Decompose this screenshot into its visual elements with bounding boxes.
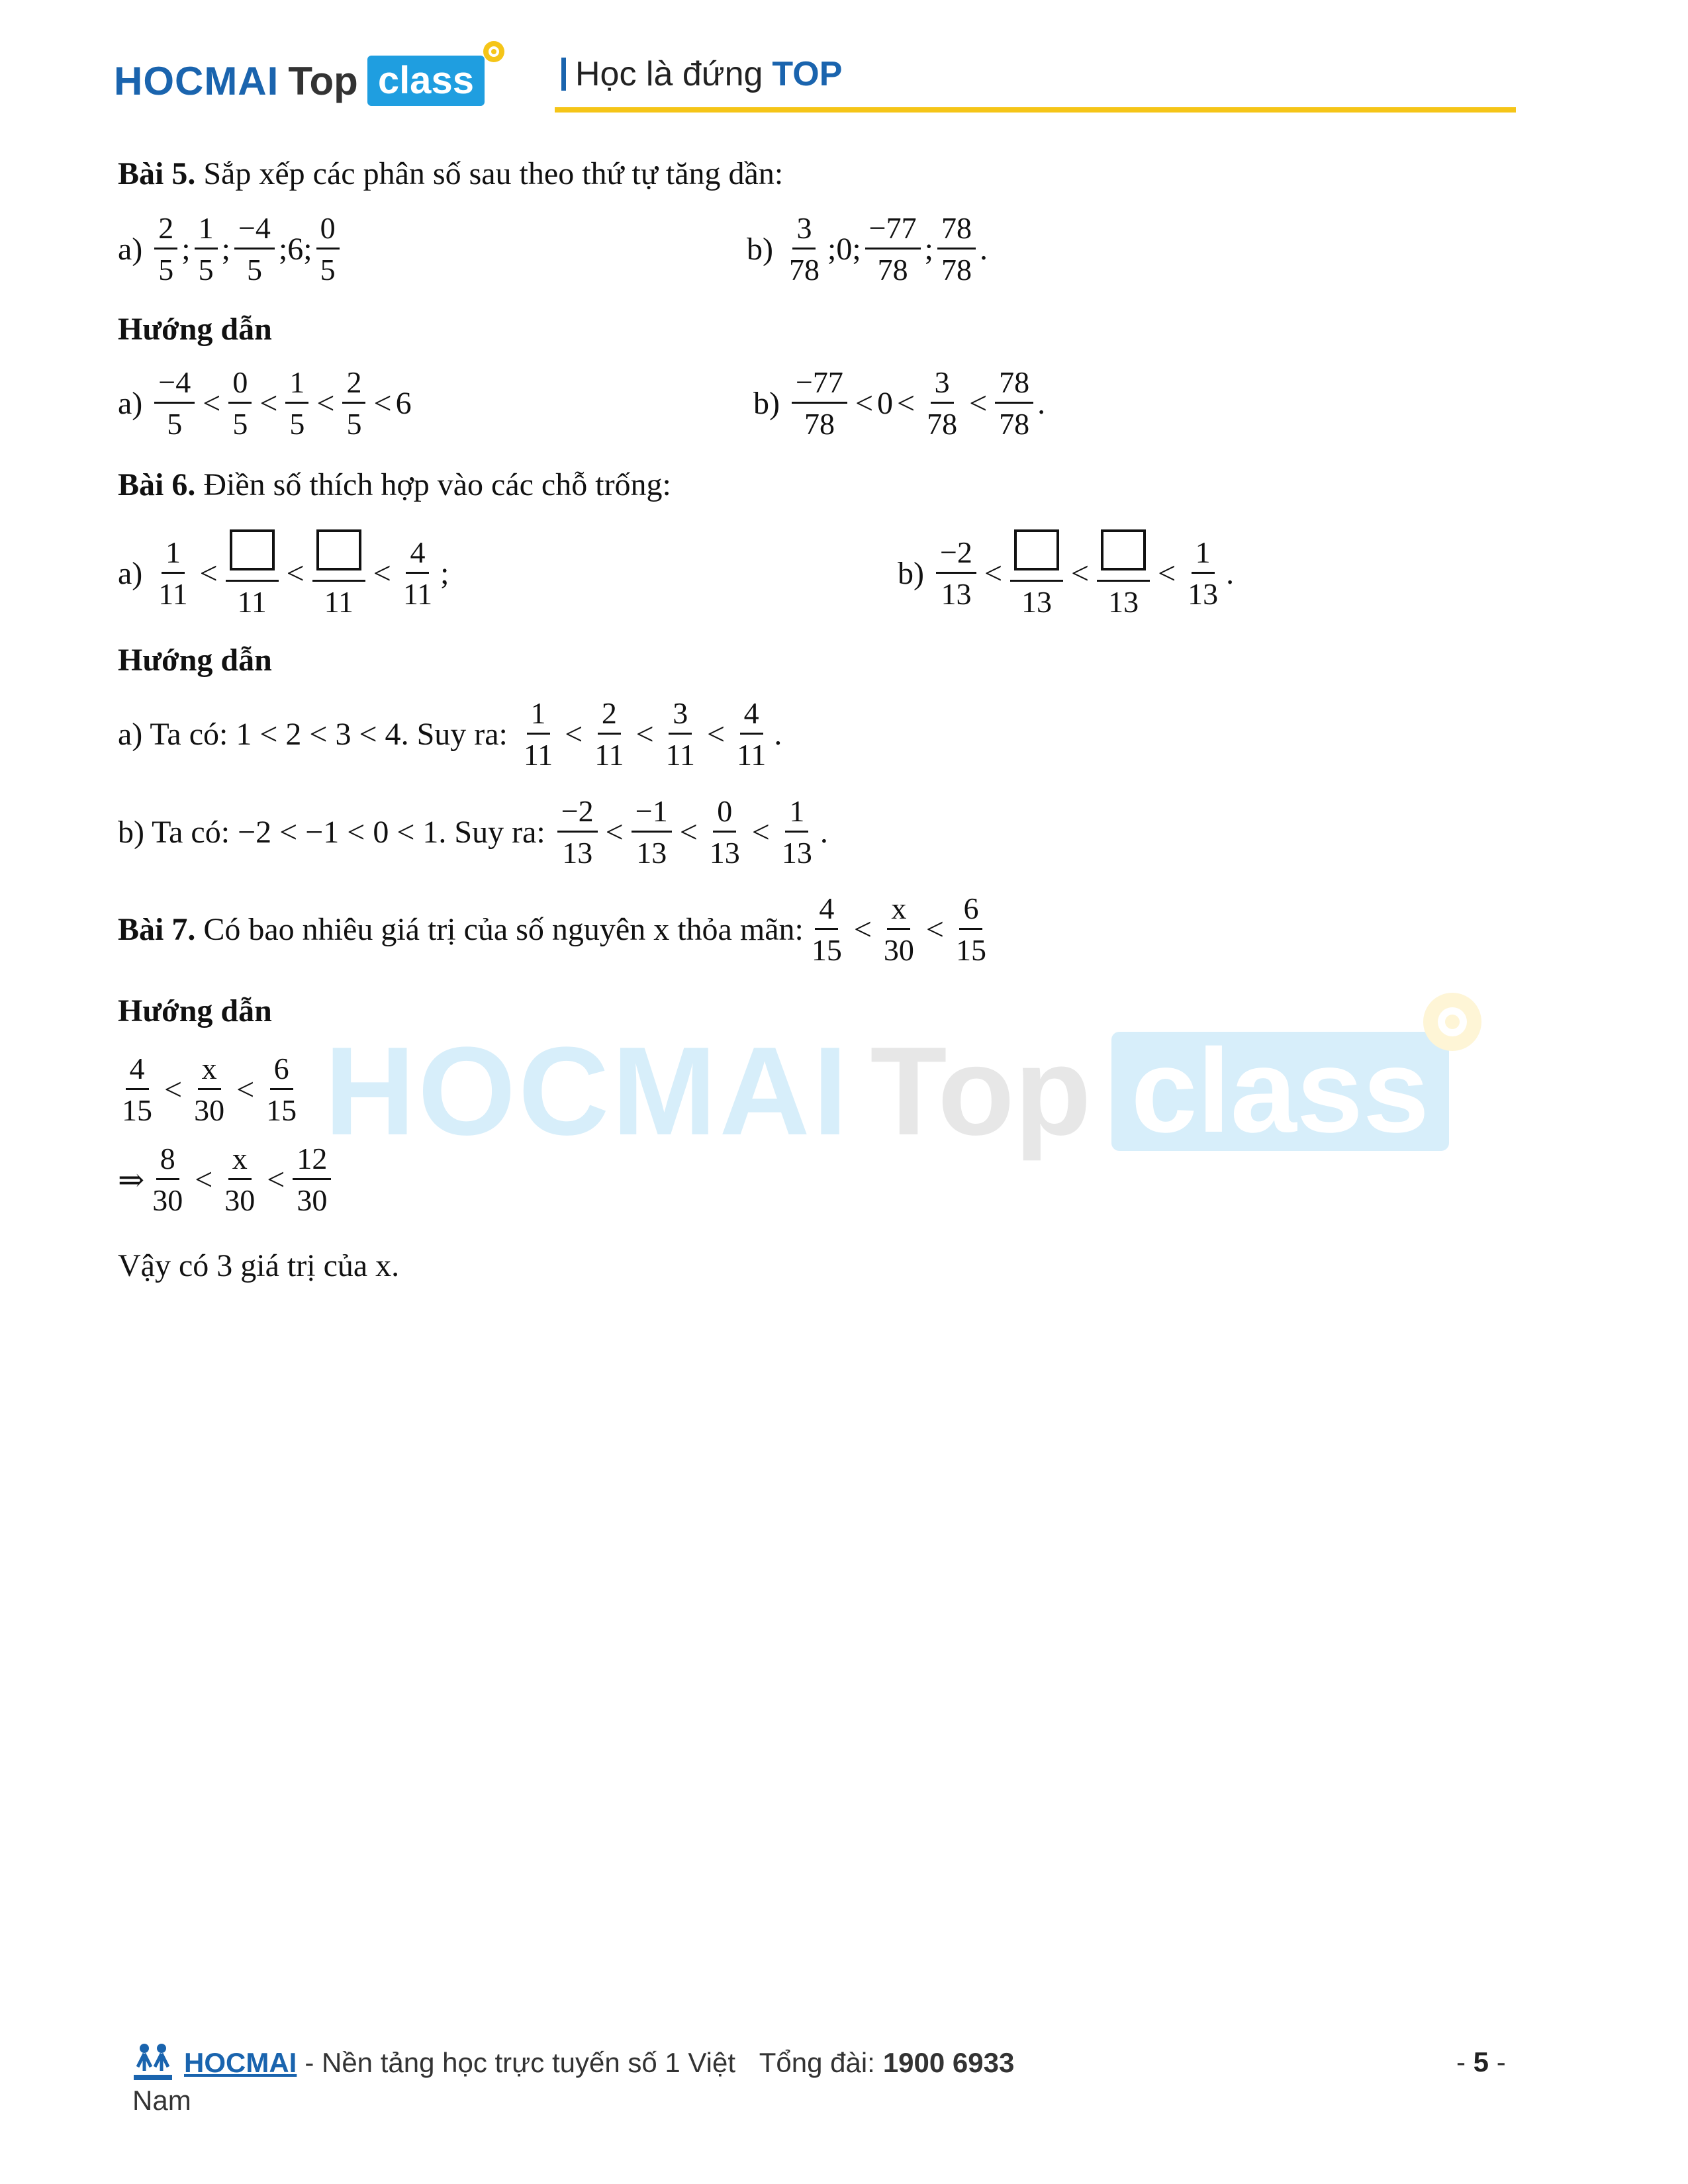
fraction xyxy=(995,367,1033,439)
fraction xyxy=(520,698,557,770)
gear-icon xyxy=(481,38,507,65)
denominator: 30 xyxy=(152,1183,183,1217)
bai5-gb-label: b) xyxy=(753,386,780,421)
bai6-guide-b: b) Ta có: −2 < −1 < 0 < 1 . Suy ra: $\frac{-2}{13}$ < $\frac{-1}{13}$ < $\frac{0}{13}$ < $\frac{1}{13}$ . xyxy=(118,794,828,870)
denominator: 11 xyxy=(737,738,767,772)
watermark-class-text: class xyxy=(1131,1024,1430,1158)
fraction xyxy=(952,893,990,966)
bai6-gb-suy: . Suy ra: xyxy=(438,815,545,850)
less-than-sign: < xyxy=(897,386,915,421)
denominator: 5 xyxy=(158,253,174,287)
denominator: 15 xyxy=(122,1093,152,1127)
numerator: 1 xyxy=(285,367,308,404)
less-than-sign: < xyxy=(565,717,583,752)
fraction xyxy=(865,213,921,285)
denominator: 5 xyxy=(246,253,262,287)
blank-numerator[interactable] xyxy=(1010,529,1063,582)
denominator: 11 xyxy=(402,577,433,611)
denominator: 13 xyxy=(781,836,812,870)
less-than-sign: < xyxy=(679,815,698,850)
bai6-guide-heading: Hướng dẫn xyxy=(118,643,272,678)
numerator: −77 xyxy=(792,367,847,404)
numerator: 4 xyxy=(406,537,429,574)
numerator: 6 xyxy=(270,1054,293,1090)
bai6-part-a: a) $\frac{1}{11}$ < 11 < 11 < $\frac{4}{11}$ ; xyxy=(118,529,449,617)
bai5-a-label: a) xyxy=(118,232,143,267)
less-than-sign: < xyxy=(1071,556,1090,591)
watermark-logo xyxy=(324,1019,1449,1163)
denominator: 78 xyxy=(804,407,835,441)
bai7-conclusion: Vậy có 3 giá trị của x. xyxy=(118,1248,400,1283)
fraction xyxy=(154,367,195,439)
blank-fraction xyxy=(312,529,365,617)
fraction xyxy=(154,537,191,610)
answer-box[interactable] xyxy=(1014,529,1059,570)
fraction xyxy=(399,537,436,610)
less-than-sign: < xyxy=(635,717,654,752)
less-than-sign: < xyxy=(373,556,391,591)
denominator: 13 xyxy=(709,836,740,870)
numerator: x xyxy=(228,1144,252,1180)
numerator: −2 xyxy=(936,537,976,574)
fraction xyxy=(785,213,823,285)
denominator: 11 xyxy=(594,738,624,772)
header-underline xyxy=(555,107,1516,113)
fraction xyxy=(778,796,816,868)
fraction xyxy=(557,796,598,868)
less-than-sign: < xyxy=(373,386,392,421)
bai6-title: Bài 6. xyxy=(118,467,196,502)
less-than-sign: < xyxy=(203,386,221,421)
bai6-gb-prefix: b) Ta có: xyxy=(118,815,230,850)
bai5-heading xyxy=(118,156,783,192)
blank-fraction xyxy=(1097,529,1150,617)
footer-brand-link[interactable]: HOCMAI xyxy=(184,2047,297,2078)
denominator: 11 xyxy=(237,585,267,619)
denominator: 5 xyxy=(198,253,214,287)
less-than-sign: < xyxy=(855,386,874,421)
bai6-part-b: b) $\frac{-2}{13}$ < 13 < 13 < $\frac{1}{13}$ . xyxy=(898,529,1234,617)
denominator: 78 xyxy=(927,407,958,441)
footer xyxy=(130,2042,1014,2084)
denominator: 30 xyxy=(224,1183,256,1217)
bai7-prompt: Có bao nhiêu giá trị của số nguyên x thỏa mãn: xyxy=(203,912,804,947)
bai6-guide-a: a) Ta có: 1 < 2 < 3 < 4 . Suy ra: $\frac{1}{11}$ < $\frac{2}{11}$ < $\frac{3}{11}$ < $\frac{4}{11}$ . xyxy=(118,696,782,772)
implies-arrow-icon: ⇒ xyxy=(118,1162,145,1198)
blank-fraction xyxy=(1010,529,1063,617)
denominator: 5 xyxy=(320,253,336,287)
denominator: 5 xyxy=(346,407,362,441)
logo-hocmai-text: HOCMAI xyxy=(114,58,279,103)
footer-text: - Nền tảng học trực tuyến số 1 Việt xyxy=(305,2047,736,2078)
tagline-top: TOP xyxy=(772,55,843,93)
bai6-prompt: Điền số thích hợp vào các chỗ trống: xyxy=(203,467,671,502)
bai5-part-a: a) $\frac{2}{5}$ ; $\frac{1}{5}$ ; $\frac{-4}{5}$ ; 6 ; $\frac{0}{5}$ xyxy=(118,213,344,285)
numerator: 2 xyxy=(342,367,365,404)
numerator: x xyxy=(887,893,910,930)
numerator: 1 xyxy=(1192,537,1215,574)
numerator: 12 xyxy=(293,1144,331,1180)
numerator: 6 xyxy=(959,893,982,930)
numerator: 1 xyxy=(527,698,550,735)
less-than-sign: < xyxy=(706,717,726,752)
fraction xyxy=(590,698,628,770)
logo-class-text: class xyxy=(377,59,474,102)
less-than-sign: < xyxy=(925,912,944,947)
numerator: 2 xyxy=(598,698,621,735)
less-than-sign: < xyxy=(267,1162,285,1197)
bai5-ga-label: a) xyxy=(118,386,143,421)
denominator: 30 xyxy=(297,1183,328,1217)
bai5-b-label: b) xyxy=(747,232,773,267)
numerator: 78 xyxy=(937,213,976,250)
fraction xyxy=(662,698,699,770)
numerator: 4 xyxy=(740,698,763,735)
fraction xyxy=(154,213,177,285)
numerator: 1 xyxy=(785,796,808,833)
numerator: 3 xyxy=(792,213,816,250)
bai5-title: Bài 5. xyxy=(118,156,196,191)
integer-value: 0 xyxy=(877,386,894,421)
fraction xyxy=(220,1144,259,1216)
bai7-step2 xyxy=(118,1144,335,1216)
less-than-sign: < xyxy=(195,1162,213,1197)
denominator: 30 xyxy=(194,1093,225,1127)
watermark-gear-icon xyxy=(1416,985,1489,1058)
denominator: 30 xyxy=(883,933,914,967)
numerator: 8 xyxy=(156,1144,179,1180)
less-than-sign: < xyxy=(751,815,770,850)
numerator: 4 xyxy=(126,1054,149,1090)
numerator: −77 xyxy=(865,213,921,250)
fraction xyxy=(148,1144,187,1216)
less-than-sign: < xyxy=(853,912,872,947)
page-number xyxy=(1456,2046,1506,2078)
fraction xyxy=(195,213,218,285)
page-number-suffix: - xyxy=(1496,2046,1506,2077)
less-than-sign: < xyxy=(969,386,988,421)
logo-top-text: Top xyxy=(288,58,358,103)
fraction xyxy=(632,796,672,868)
numerator: 4 xyxy=(815,893,838,930)
fraction xyxy=(880,893,918,966)
less-than-sign: < xyxy=(605,815,624,850)
bai6-heading xyxy=(118,467,671,503)
answer-box[interactable] xyxy=(316,529,361,570)
hocmai-footer-logo-icon xyxy=(130,2042,176,2084)
bai5-part-b: b) $\frac{3}{78}$ ; 0 ; $\frac{-77}{78}$ ; $\frac{78}{78}$ . xyxy=(747,211,988,287)
denominator: 11 xyxy=(158,577,188,611)
bai6-a-label: a) xyxy=(118,556,143,591)
bai7-title: Bài 7. xyxy=(118,912,196,947)
watermark-hocmai: HOCMAI xyxy=(324,1021,851,1161)
less-than-sign: < xyxy=(316,386,335,421)
blank-fraction xyxy=(226,529,279,617)
bai6-ga-chain: 1 < 2 < 3 < 4 xyxy=(236,717,401,752)
header-tagline xyxy=(561,54,842,94)
fraction xyxy=(228,367,252,439)
numerator: 3 xyxy=(931,367,954,404)
bai5-guide-b: b) $\frac{-77}{78}$ < 0 < $\frac{3}{78}$ < $\frac{78}{78}$ . xyxy=(753,365,1046,441)
numerator: 1 xyxy=(162,537,185,574)
denominator: 15 xyxy=(955,933,986,967)
bai7-step1 xyxy=(114,1054,305,1126)
bai6-ga-suy: . Suy ra: xyxy=(400,717,508,752)
logo-class-badge xyxy=(367,56,485,106)
numerator: 2 xyxy=(154,213,177,250)
denominator: 11 xyxy=(324,585,353,619)
numerator: −2 xyxy=(557,796,598,833)
denominator: 5 xyxy=(232,407,248,441)
answer-box[interactable] xyxy=(1101,529,1146,570)
page-number-value: 5 xyxy=(1473,2046,1489,2077)
less-than-sign: < xyxy=(236,1072,255,1107)
fraction xyxy=(808,893,846,966)
bai7-heading xyxy=(118,893,994,966)
denominator: 13 xyxy=(1188,577,1219,611)
bai6-b-label: b) xyxy=(898,556,924,591)
bai7-guide-heading: Hướng dẫn xyxy=(118,993,272,1028)
blank-numerator[interactable] xyxy=(226,529,279,582)
denominator: 15 xyxy=(266,1093,297,1127)
page-number-prefix: - xyxy=(1456,2046,1466,2077)
fraction xyxy=(293,1144,331,1216)
denominator: 13 xyxy=(562,836,593,870)
fraction xyxy=(733,698,770,770)
fraction xyxy=(262,1054,301,1126)
denominator: 78 xyxy=(877,253,908,287)
numerator: 0 xyxy=(713,796,736,833)
fraction xyxy=(285,367,308,439)
denominator: 13 xyxy=(636,836,667,870)
answer-box[interactable] xyxy=(230,529,275,570)
bai6-ga-prefix: a) Ta có: xyxy=(118,717,228,752)
bai6-gb-chain: −2 < −1 < 0 < 1 xyxy=(238,815,439,850)
fraction xyxy=(706,796,744,868)
integer-value: 0 xyxy=(836,232,853,267)
denominator: 13 xyxy=(941,577,972,611)
bai5-guide-heading: Hướng dẫn xyxy=(118,312,272,347)
hocmai-topclass-logo xyxy=(114,48,485,114)
less-than-sign: < xyxy=(1158,556,1176,591)
less-than-sign: < xyxy=(199,556,218,591)
footer-text-continued: Nam xyxy=(132,2085,191,2116)
bai5-prompt: Sắp xếp các phân số sau theo thứ tự tăng dần: xyxy=(203,156,784,191)
denominator: 13 xyxy=(1021,585,1053,619)
fraction xyxy=(937,213,976,285)
fraction xyxy=(190,1054,228,1126)
integer-value: 6 xyxy=(287,232,304,267)
fraction xyxy=(234,213,275,285)
blank-numerator[interactable] xyxy=(312,529,365,582)
denominator: 13 xyxy=(1108,585,1139,619)
numerator: 0 xyxy=(228,367,252,404)
less-than-sign: < xyxy=(286,556,305,591)
denominator: 78 xyxy=(999,407,1030,441)
denominator: 78 xyxy=(941,253,972,287)
numerator: −1 xyxy=(632,796,672,833)
denominator: 11 xyxy=(665,738,695,772)
denominator: 5 xyxy=(167,407,183,441)
numerator: 0 xyxy=(316,213,340,250)
numerator: 78 xyxy=(995,367,1033,404)
denominator: 78 xyxy=(788,253,820,287)
watermark-class xyxy=(1111,1024,1449,1158)
integer-value: 6 xyxy=(395,386,412,421)
bai5-guide-a xyxy=(118,367,412,439)
tagline-divider xyxy=(561,58,566,91)
fraction xyxy=(923,367,961,439)
denominator: 15 xyxy=(811,933,842,967)
fraction xyxy=(1184,537,1222,610)
numerator: −4 xyxy=(234,213,275,250)
denominator: 11 xyxy=(523,738,553,772)
fraction xyxy=(342,367,365,439)
fraction xyxy=(316,213,340,285)
fraction xyxy=(792,367,847,439)
less-than-sign: < xyxy=(164,1072,183,1107)
footer-hotline: 1900 6933 xyxy=(882,2047,1015,2078)
numerator: 3 xyxy=(669,698,692,735)
fraction xyxy=(936,537,976,610)
numerator: x xyxy=(198,1054,221,1090)
less-than-sign: < xyxy=(259,386,278,421)
numerator: −4 xyxy=(154,367,195,404)
fraction xyxy=(118,1054,156,1126)
watermark-top: Top xyxy=(870,1021,1092,1161)
footer-hotline-label: Tổng đài: xyxy=(759,2047,875,2078)
tagline-text: Học là đứng xyxy=(575,55,763,93)
denominator: 5 xyxy=(289,407,305,441)
blank-numerator[interactable] xyxy=(1097,529,1150,582)
less-than-sign: < xyxy=(984,556,1003,591)
numerator: 1 xyxy=(195,213,218,250)
